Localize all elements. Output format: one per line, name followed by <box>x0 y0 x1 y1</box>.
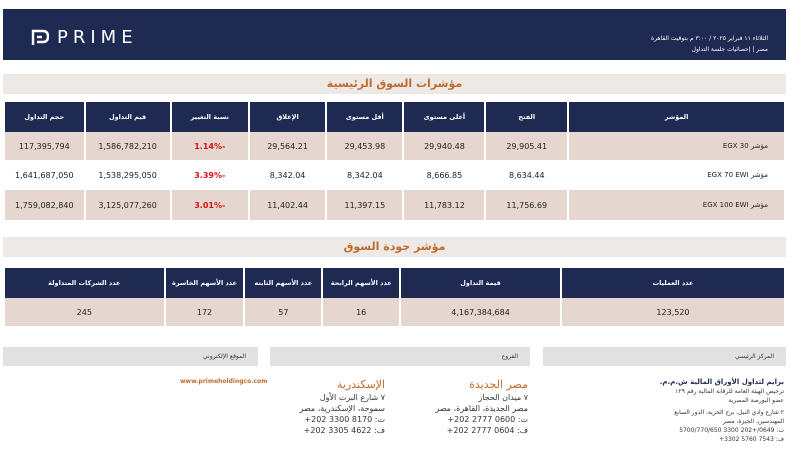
gainers-count: 16 <box>322 298 400 326</box>
quality-table <box>3 268 786 326</box>
branch-alexandria <box>265 378 385 436</box>
index-close: 29,564.21 <box>249 132 326 160</box>
hq-fax: ف: 7543 5760 3302+ <box>719 436 784 443</box>
col-low: أقل مستوى <box>326 102 403 132</box>
hq-label-bar <box>543 347 786 366</box>
col-volume: حجم التداول <box>4 102 85 132</box>
col-trade-value: قيمة التداول <box>400 268 561 298</box>
index-high: 11,783.12 <box>403 190 485 220</box>
indices-section-title <box>3 74 786 94</box>
trades-count: 123,520 <box>561 298 785 326</box>
hq-details <box>554 378 784 444</box>
col-trades: عدد العمليات <box>561 268 785 298</box>
branch-address-1: ٧ شارع البرت الأول <box>319 393 385 402</box>
branches-label-bar <box>270 347 530 366</box>
index-high: 29,940.48 <box>403 132 485 160</box>
index-change: -3.01% <box>171 190 249 220</box>
branch-address-1: ٧ ميدان الحجاز <box>478 393 528 402</box>
col-open: الفتح <box>485 102 568 132</box>
website-link[interactable]: www.primeholdingco.com <box>180 378 268 385</box>
indices-title-text: مؤشرات السوق الرئيسية <box>326 77 463 90</box>
index-low: 11,397.15 <box>326 190 403 220</box>
branches-label: الفروع <box>501 353 518 360</box>
quality-section-title <box>3 237 786 257</box>
col-traded-companies: عدد الشركات المتداولة <box>4 268 165 298</box>
col-index: المؤشر <box>568 102 785 132</box>
indices-table <box>3 102 786 220</box>
unchanged-count: 57 <box>244 298 322 326</box>
index-change: -3.39% <box>171 160 249 190</box>
hq-phone: ت: 0649/+202 3300 5700/770/650 <box>679 427 784 434</box>
col-gainers: عدد الأسهم الرابحة <box>322 268 400 298</box>
index-volume: 1,641,687,050 <box>4 160 85 190</box>
index-open: 11,756.69 <box>485 190 568 220</box>
table-row <box>4 190 785 220</box>
col-value: قيم التداول <box>85 102 171 132</box>
index-close: 8,342.04 <box>249 160 326 190</box>
col-losers: عدد الأسهم الخاسرة <box>165 268 245 298</box>
index-value: 1,586,782,210 <box>85 132 171 160</box>
hq-label: المركز الرئيسي <box>735 353 774 360</box>
hq-address-2: المهندسين، الجيزة، مصر <box>722 418 784 425</box>
branch-address-2: مصر الجديدة، القاهرة، مصر <box>435 404 528 413</box>
website-label: الموقع الإلكتروني <box>203 353 246 360</box>
index-close: 11,402.44 <box>249 190 326 220</box>
branch-address-2: سموحة، الإسكندرية، مصر <box>299 404 385 413</box>
index-volume: 1,759,082,840 <box>4 190 85 220</box>
company-member: عضو البورصة المصرية <box>728 397 784 404</box>
quality-title-text: مؤشر جودة السوق <box>343 240 446 253</box>
traded-companies-count: 245 <box>4 298 165 326</box>
col-unchanged: عدد الأسهم الثابته <box>244 268 322 298</box>
branch-fax: ف: 4622 3305 202+ <box>303 426 385 435</box>
branch-phone: ت: 0600 2777 202+ <box>447 415 528 424</box>
table-row <box>4 160 785 190</box>
company-license: ترخيص الهيئة العامة للرقابة المالية رقم ١٢٩ <box>675 388 784 395</box>
index-open: 29,905.41 <box>485 132 568 160</box>
trade-value: 4,167,384,684 <box>400 298 561 326</box>
indices-header-row <box>4 102 785 132</box>
index-change: -1.14% <box>171 132 249 160</box>
index-value: 1,538,295,050 <box>85 160 171 190</box>
header-bar <box>3 9 786 60</box>
col-change: نسبة التغيير <box>171 102 249 132</box>
branch-city: مصر الجديدة <box>469 378 528 391</box>
branch-phone: ت: 8170 3300 202+ <box>304 415 385 424</box>
report-date: الثلاثاء ١١ فبراير ٢٠٢٥ / ٣:٠٠ م بتوقيت القاهرة <box>650 35 768 42</box>
website-label-bar <box>3 347 258 366</box>
company-name: برايم لتداول الأوراق المالية ش.م.م. <box>659 378 784 386</box>
table-row <box>4 298 785 326</box>
index-name: مؤشر EGX 100 EWI <box>568 190 785 220</box>
branch-heliopolis <box>408 378 528 436</box>
index-high: 8,666.85 <box>403 160 485 190</box>
report-subtitle: مصر | إحصائيات جلسة التداول <box>691 46 768 53</box>
col-close: الإغلاق <box>249 102 326 132</box>
index-name: مؤشر EGX 70 EWI <box>568 160 785 190</box>
logo <box>31 27 138 48</box>
index-volume: 117,395,794 <box>4 132 85 160</box>
index-value: 3,125,077,260 <box>85 190 171 220</box>
index-name: مؤشر EGX 30 <box>568 132 785 160</box>
brand-name: PRIME <box>57 27 138 48</box>
losers-count: 172 <box>165 298 245 326</box>
hq-address-1: ٢ شارع وادي النيل، برج الحرية، الدور السابع <box>674 409 784 416</box>
header-info <box>651 33 768 55</box>
index-low: 29,453.98 <box>326 132 403 160</box>
quality-header-row <box>4 268 785 298</box>
prime-logo-icon <box>31 29 49 47</box>
table-row <box>4 132 785 160</box>
col-high: أعلى مستوى <box>403 102 485 132</box>
branch-city: الإسكندرية <box>337 378 385 391</box>
index-open: 8,634.44 <box>485 160 568 190</box>
branch-fax: ف: 0604 2777 202+ <box>446 426 528 435</box>
index-low: 8,342.04 <box>326 160 403 190</box>
